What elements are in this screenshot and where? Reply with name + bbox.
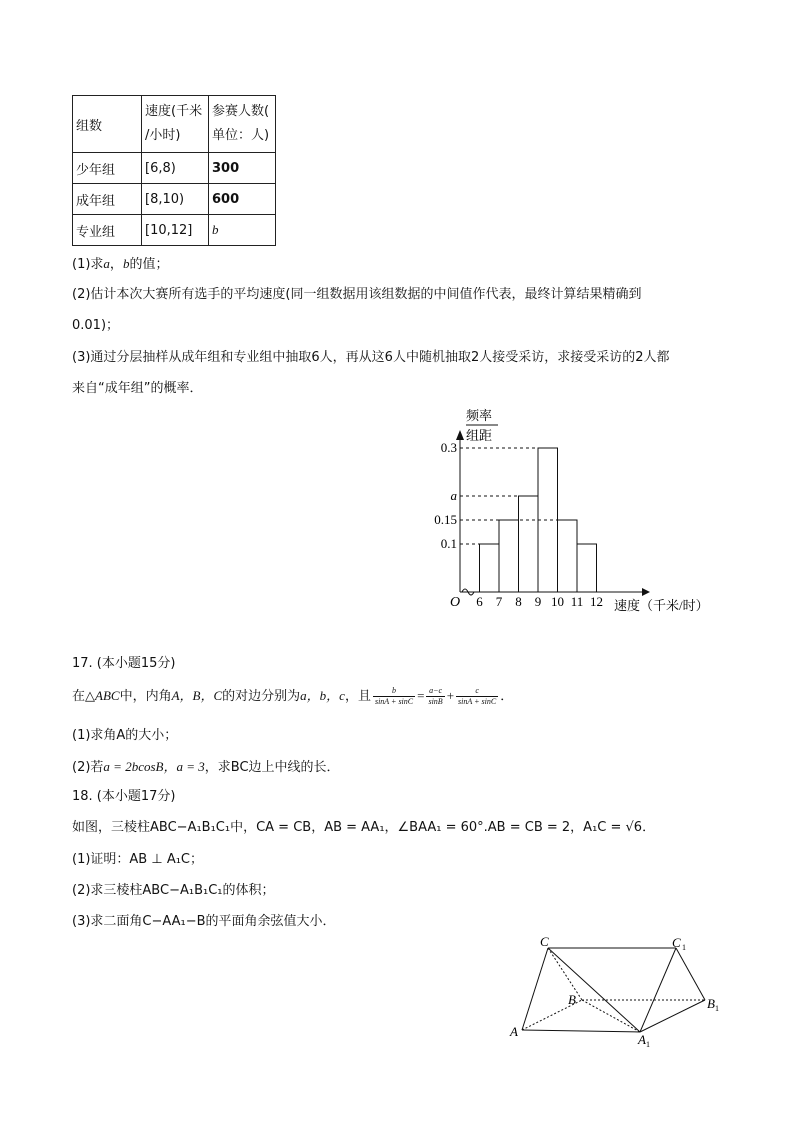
hist-axes bbox=[456, 430, 650, 596]
prism-figure bbox=[500, 930, 730, 1050]
hist-bar bbox=[558, 520, 578, 592]
table-cell: [8,10) bbox=[142, 184, 209, 215]
table-cell: b bbox=[209, 215, 276, 246]
table-cell: 300 bbox=[209, 153, 276, 184]
q16-part2-line1: (2)估计本次大赛所有选手的平均速度(同一组数据用该组数据的中间值作代表，最终计算结果精确到 bbox=[72, 287, 642, 302]
label-c1-sub: 1 bbox=[682, 943, 686, 952]
table-row bbox=[73, 184, 276, 215]
hist-bar bbox=[577, 544, 597, 592]
x-tick-label: 11 bbox=[570, 594, 584, 609]
x-tick-label: 9 bbox=[534, 594, 542, 609]
edge-c-a1 bbox=[548, 948, 640, 1032]
table-header-cell: 组数 bbox=[73, 96, 142, 153]
table-cell: 少年组 bbox=[73, 153, 142, 184]
q18-heading: 18. (本小题17分) bbox=[72, 789, 176, 804]
edge-c1-a1 bbox=[640, 948, 676, 1032]
x-axis-label: 速度（千米/时） bbox=[614, 598, 709, 613]
label-c1: C bbox=[672, 935, 681, 950]
x-tick-label: 7 bbox=[495, 594, 503, 609]
edge-c-a bbox=[522, 948, 548, 1030]
y-tick-label: a bbox=[450, 488, 457, 503]
prism-solid-edges bbox=[522, 948, 705, 1032]
edge-a-a1 bbox=[522, 1030, 640, 1032]
q18-part1: (1)证明：AB ⊥ A₁C； bbox=[72, 852, 203, 867]
origin-label: O bbox=[450, 595, 461, 610]
y-axis-arrow bbox=[456, 430, 464, 440]
q17-part2: (2)若a = 2bcosB，a = 3，求BC边上中线的长． bbox=[72, 759, 340, 775]
prism-hidden-edges bbox=[522, 948, 705, 1032]
q17-intro: 在△ABC中，内角A，B，C的对边分别为a，b，c，且 $\frac{b}{\sin A + \sin C}$ = $\frac{a-c}{\sin B}$ + $\frac{c}{\sin A + \sin C}$ ． bbox=[72, 686, 514, 706]
table-cell: 专业组 bbox=[73, 215, 142, 246]
y-tick-label: 0.3 bbox=[440, 440, 457, 455]
q18-intro: 如图，三棱柱ABC−A₁B₁C₁中，CA = CB，AB = AA₁，∠BAA₁ = 60°.AB = CB = 2，A₁C = √6． bbox=[72, 820, 656, 835]
q17-heading: 17. (本小题15分) bbox=[72, 656, 176, 671]
table-header-row bbox=[73, 96, 276, 153]
fraction: $\frac{b}{\sin A + \sin C}$ bbox=[374, 686, 414, 706]
x-axis-arrow bbox=[642, 588, 650, 596]
q16-part2-line2: 0.01)； bbox=[72, 318, 120, 333]
x-tick-label: 10 bbox=[551, 594, 564, 609]
q18-part3: (3)求二面角C−AA₁−B的平面角余弦值大小． bbox=[72, 914, 336, 929]
label-a1-sub: 1 bbox=[646, 1040, 650, 1049]
q16-part3-line2: 来自“成年组”的概率． bbox=[72, 381, 203, 396]
label-b1: B bbox=[707, 996, 715, 1011]
q16-part3-line1: (3)通过分层抽样从成年组和专业组中抽取6人，再从这6人中随机抽取2人接受采访，求接受采访的2人都 bbox=[72, 350, 670, 365]
y-axis-label bbox=[466, 408, 498, 443]
y-tick-label: 0.15 bbox=[434, 512, 457, 527]
x-tick-label: 8 bbox=[515, 594, 522, 609]
table-header-cell: 参赛人数( 单位：人) bbox=[209, 96, 276, 153]
label-c: C bbox=[540, 934, 549, 949]
table-row bbox=[73, 153, 276, 184]
x-tick-label: 12 bbox=[590, 594, 603, 609]
label-b1-sub: 1 bbox=[715, 1004, 719, 1013]
table-cell: [10,12] bbox=[142, 215, 209, 246]
label-a: A bbox=[510, 1024, 518, 1039]
table-row bbox=[73, 215, 276, 246]
label-a1: A bbox=[638, 1032, 646, 1047]
table-cell: 成年组 bbox=[73, 184, 142, 215]
edge-a1-b1 bbox=[640, 1000, 705, 1032]
edge-c1-b1 bbox=[676, 948, 705, 1000]
table-header-cell: 速度(千米 /小时) bbox=[142, 96, 209, 153]
q18-part2: (2)求三棱柱ABC−A₁B₁C₁的体积； bbox=[72, 883, 275, 898]
fraction: $\frac{c}{\sin A + \sin C}$ bbox=[458, 686, 497, 706]
hist-bar bbox=[519, 496, 539, 592]
hist-bar bbox=[499, 520, 519, 592]
fraction: $\frac{a-c}{\sin B}$ bbox=[428, 686, 443, 706]
data-table bbox=[72, 95, 276, 246]
svg-text:组距: 组距 bbox=[466, 428, 493, 443]
svg-text:频率: 频率 bbox=[466, 408, 493, 423]
y-tick-label: 0.1 bbox=[440, 536, 457, 551]
label-b: B bbox=[568, 992, 576, 1007]
q17-part1: (1)求角A的大小； bbox=[72, 728, 178, 743]
edge-b-a1 bbox=[582, 1000, 640, 1032]
table-cell: [6,8) bbox=[142, 153, 209, 184]
table-cell: 600 bbox=[209, 184, 276, 215]
q16-part1: (1)求a，b的值； bbox=[72, 256, 169, 272]
hist-bar bbox=[480, 544, 500, 592]
frequency-histogram bbox=[420, 400, 740, 625]
x-tick-label: 6 bbox=[476, 594, 483, 609]
